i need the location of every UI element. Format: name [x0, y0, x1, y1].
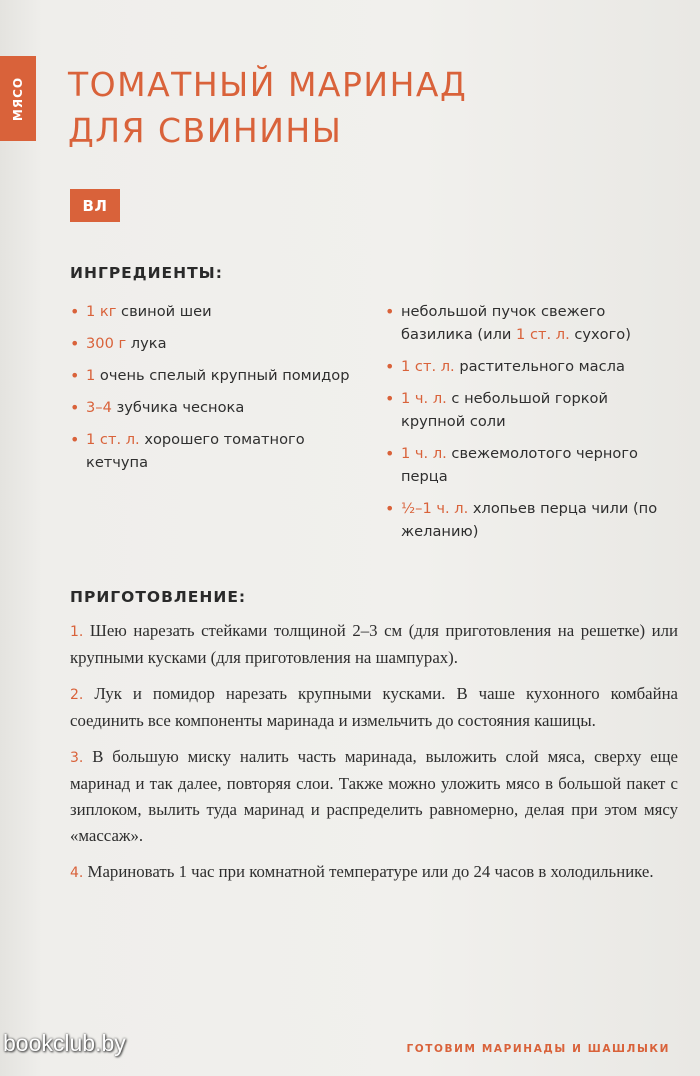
ingredient-qty: 1 кг [86, 303, 117, 320]
watermark-logo: bookclub.by [3, 1030, 126, 1056]
ingredients-heading: ИНГРЕДИЕНТЫ: [70, 264, 223, 282]
step-text: В большую миску налить часть маринада, выложить слой мяса, сверху еще маринад и так далее, повторяя слои. Также можно уложить мясо в большой пакет с зиплоком, вылить туда маринад и распределить равномерно, делая при этом мясу «массаж». [70, 747, 678, 845]
ingredients-list-left [70, 300, 355, 483]
step-text: Лук и помидор нарезать крупными кусками. В чаше кухонного комбайна соединить все компоненты маринада и измельчить до состояния кашицы. [70, 684, 678, 730]
step-text: Мариновать 1 час при комнатной температуре или до 24 часов в холодильнике. [83, 862, 654, 881]
ingredient-text: зубчика чеснока [111, 399, 245, 416]
section-tab-label: МЯСО [11, 76, 26, 121]
ingredient-item [70, 396, 355, 419]
ingredient-qty: 1 ст. л. [86, 431, 140, 448]
step-number: 1. [70, 624, 84, 640]
running-footer: ГОТОВИМ МАРИНАДЫ И ШАШЛЫКИ [406, 1043, 670, 1055]
title-line: ДЛЯ СВИНИНЫ [68, 111, 343, 150]
ingredient-text: небольшой пучок свежего базилика (или [401, 303, 606, 343]
ingredient-text: сухого) [569, 326, 631, 343]
section-tab [0, 56, 36, 141]
ingredient-text: очень спелый крупный помидор [95, 367, 350, 384]
recipe-title [68, 62, 628, 154]
ingredient-qty: 1 ст. л. [516, 326, 570, 343]
ingredient-item [70, 364, 355, 387]
preparation-steps [70, 618, 678, 896]
ingredient-qty: 1 ст. л. [401, 358, 455, 375]
ingredient-text: с небольшой горкой крупной соли [401, 390, 608, 430]
step-number: 2. [70, 687, 84, 703]
ingredient-item [385, 387, 675, 433]
ingredient-item [385, 300, 675, 346]
step-number: 4. [70, 865, 84, 881]
ingredient-text: свежемолотого черного перца [401, 445, 638, 485]
ingredients-list-right [385, 300, 675, 552]
ingredient-text: хорошего томатного кетчупа [86, 431, 305, 471]
step-paragraph [70, 681, 678, 734]
diet-badge: ВЛ [70, 189, 120, 222]
title-line: ТОМАТНЫЙ МАРИНАД [68, 65, 468, 104]
ingredient-text: хлопьев перца чили (по желанию) [401, 500, 658, 540]
step-number: 3. [70, 750, 84, 766]
ingredient-item [385, 442, 675, 488]
ingredient-item [70, 332, 355, 355]
ingredient-item [385, 355, 675, 378]
step-paragraph [70, 859, 678, 886]
step-text: Шею нарезать стейками толщиной 2–3 см (для приготовления на решетке) или крупными кусками (для приготовления на шампурах). [70, 621, 678, 667]
ingredient-text: свиной шеи [116, 303, 212, 320]
ingredient-text: лука [126, 335, 167, 352]
ingredient-qty: 1 ч. л. [401, 445, 447, 462]
ingredient-qty: 1 [86, 367, 96, 384]
ingredient-item [70, 428, 355, 474]
ingredient-qty: 1 ч. л. [401, 390, 447, 407]
ingredient-qty: 300 г [86, 335, 127, 352]
ingredient-text: растительного масла [454, 358, 625, 375]
ingredient-item [385, 497, 675, 543]
preparation-heading: ПРИГОТОВЛЕНИЕ: [70, 588, 247, 606]
step-paragraph [70, 744, 678, 849]
ingredient-item [70, 300, 355, 323]
ingredient-qty: 3–4 [86, 399, 112, 416]
step-paragraph [70, 618, 678, 671]
ingredient-qty: ½–1 ч. л. [401, 500, 469, 517]
